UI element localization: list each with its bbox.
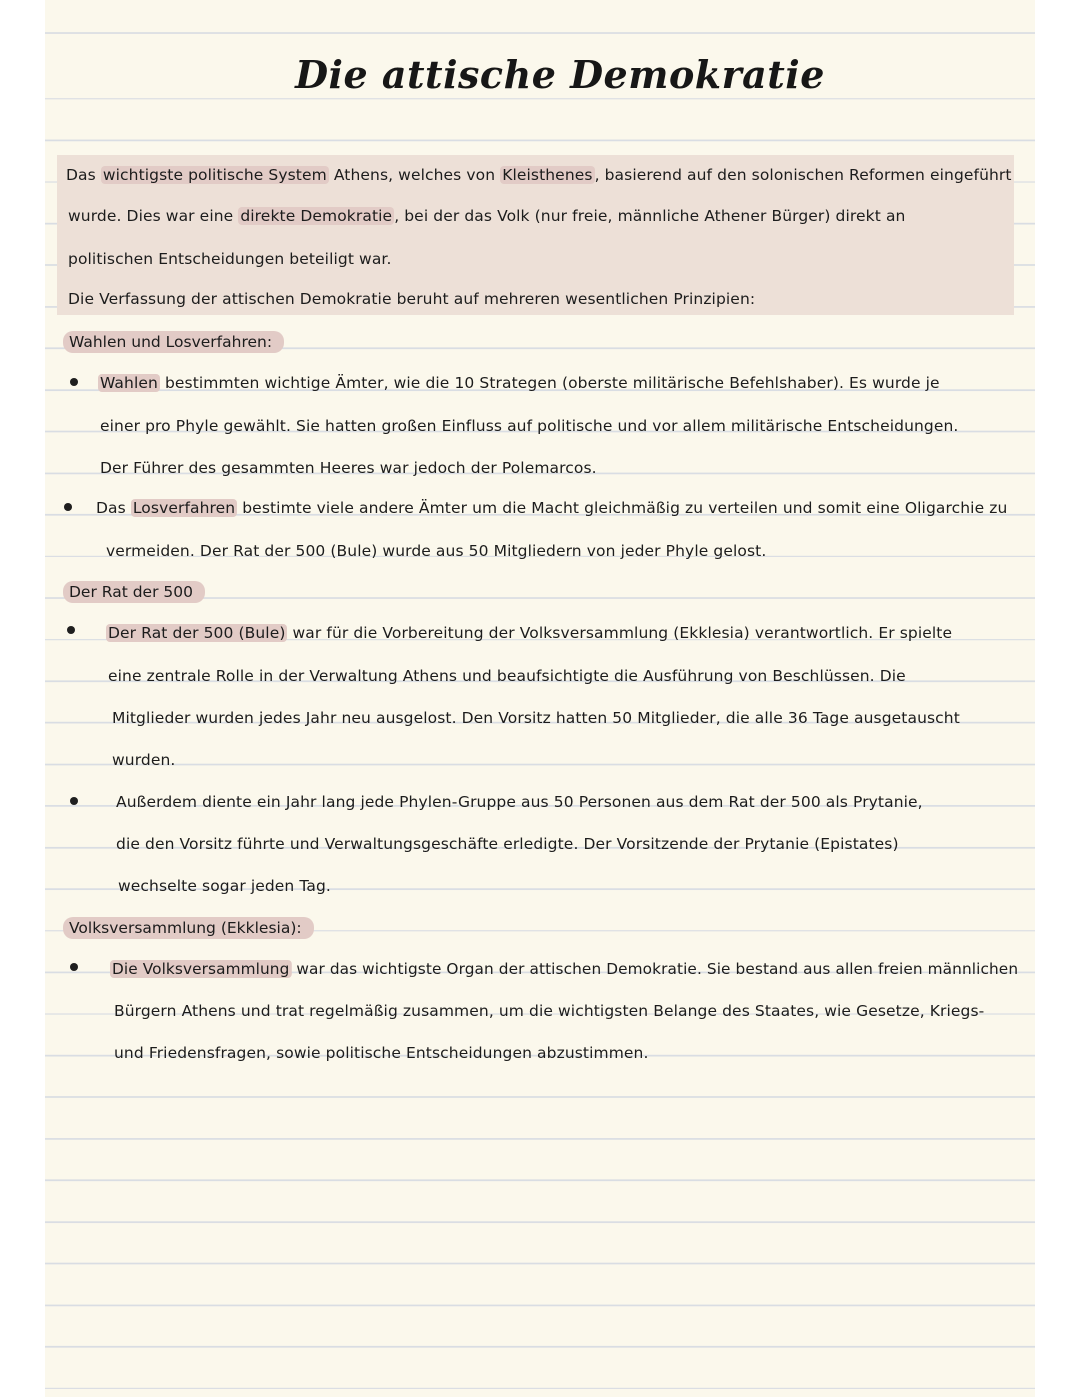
intro-line-3: politischen Entscheidungen beteiligt war. [68, 250, 392, 268]
intro-highlight: Kleisthenes [502, 166, 593, 184]
s3-b1-line-1 [110, 960, 1018, 978]
s2-b2-line-2: die den Vorsitz führte und Verwaltungsgeschäfte erledigte. Der Vorsitzende der Prytanie (Epistates) [116, 835, 899, 853]
s1-b1-line-1 [98, 374, 940, 392]
title-container [0, 52, 1080, 97]
s2-b2-line-1: Außerdem diente ein Jahr lang jede Phylen-Gruppe aus 50 Personen aus dem Rat der 500 als Prytanie, [116, 793, 923, 811]
s3-highlight: Die Volksversammlung [111, 960, 290, 978]
bullet-point [64, 503, 72, 511]
bullet-point [70, 378, 78, 386]
s3-b1-line-3: und Friedensfragen, sowie politische Entscheidungen abzustimmen. [114, 1044, 649, 1062]
intro-text: Athens, welches von [328, 166, 501, 184]
intro-highlight: wichtigste politische System [102, 166, 327, 184]
s1-b2-line-2: vermeiden. Der Rat der 500 (Bule) wurde aus 50 Mitgliedern von jeder Phyle gelost. [106, 542, 767, 560]
s1-text: Das [96, 499, 131, 517]
page-title-text: Die attische Demokratie [295, 52, 825, 97]
intro-highlight: direkte Demokratie [240, 207, 393, 225]
s2-b1-line-1 [106, 624, 952, 642]
section-heading-wahlen: Wahlen und Losverfahren: [63, 331, 284, 353]
section-heading-volksversammlung: Volksversammlung (Ekklesia): [63, 917, 314, 939]
intro-text: Das [66, 166, 101, 184]
s2-highlight: Der Rat der 500 (Bule) [108, 624, 286, 642]
s2-b1-line-4: wurden. [112, 751, 176, 769]
page-title [289, 52, 831, 97]
s1-highlight: Losverfahren [132, 499, 236, 517]
s2-b1-line-3: Mitglieder wurden jedes Jahr neu ausgelost. Den Vorsitz hatten 50 Mitglieder, die alle 36 Tage ausgetauscht [112, 709, 960, 727]
intro-line-4: Die Verfassung der attischen Demokratie beruht auf mehreren wesentlichen Prinzipien: [68, 290, 756, 308]
s2-text: war für die Vorbereitung der Volksversammlung (Ekklesia) verantwortlich. Er spielte [287, 624, 953, 642]
s1-text: bestimte viele andere Ämter um die Macht gleichmäßig zu verteilen und somit eine Oligarchie zu [237, 499, 1008, 517]
s3-text: war das wichtigste Organ der attischen Demokratie. Sie bestand aus allen freien männlichen [291, 960, 1019, 978]
s3-b1-line-2: Bürgern Athens und trat regelmäßig zusammen, um die wichtigsten Belange des Staates, wie Gesetze, Kriegs- [114, 1002, 985, 1020]
s1-highlight: Wahlen [100, 374, 158, 392]
intro-text: , bei der das Volk (nur freie, männliche Athener Bürger) direkt an [394, 207, 906, 225]
s1-b1-line-2: einer pro Phyle gewählt. Sie hatten großen Einfluss auf politische und vor allem militärische Entscheidungen. [100, 417, 959, 435]
section-heading-rat: Der Rat der 500 [63, 581, 205, 603]
intro-text: wurde. Dies war eine [68, 207, 239, 225]
bullet-point [67, 626, 75, 634]
intro-line-2 [68, 207, 905, 225]
s1-text: bestimmten wichtige Ämter, wie die 10 Strategen (oberste militärische Befehlshaber). Es wurde je [159, 374, 940, 392]
intro-line-1 [66, 166, 1012, 184]
s1-b2-line-1 [96, 499, 1007, 517]
s2-b1-line-2: eine zentrale Rolle in der Verwaltung Athens und beaufsichtigte die Ausführung von Beschlüssen. Die [108, 667, 906, 685]
bullet-point [70, 797, 78, 805]
bullet-point [70, 963, 78, 971]
s1-b1-line-3: Der Führer des gesammten Heeres war jedoch der Polemarcos. [100, 459, 597, 477]
intro-text: , basierend auf den solonischen Reformen eingeführt [594, 166, 1012, 184]
s2-b2-line-3: wechselte sogar jeden Tag. [118, 877, 331, 895]
